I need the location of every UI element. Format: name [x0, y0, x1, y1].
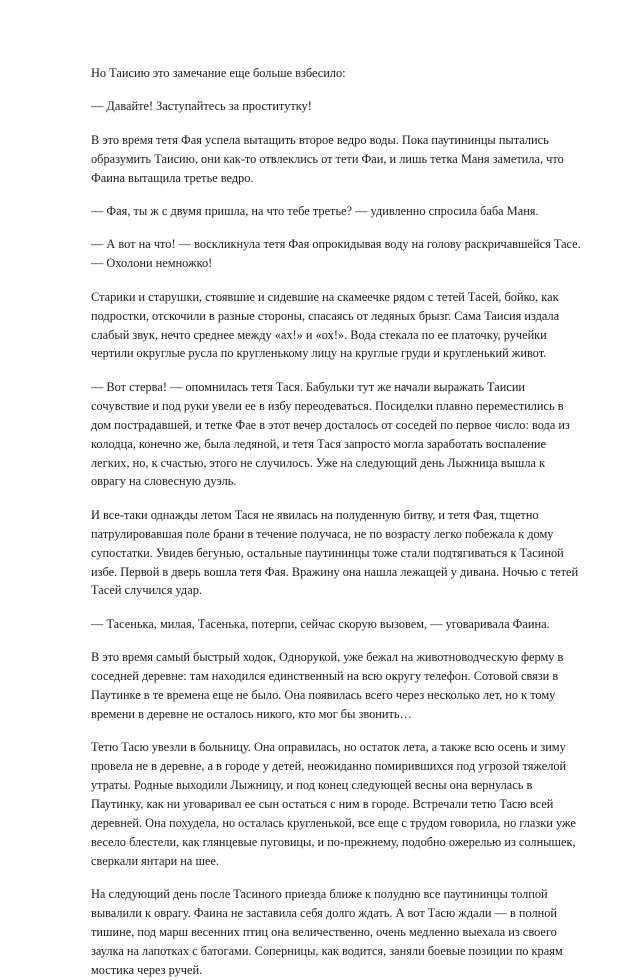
paragraph-12: На следующий день после Тасиного приезда ближе к полудню все паутининцы толпой вывалили к оврагу. Фаина не заставила себя долго ждать. А вот Тасю ждали — в полной тишине, под марш весенних птиц она величественно, очень медленно выехала из своего заулка на лапотках с батогами. Соперницы, как водится, заняли боевые позиции по краям мостика через ручей. [91, 887, 563, 977]
paragraph-6: Старики и старушки, стоявшие и сидевшие на скамеечке рядом с тетей Тасей, бойко, как подростки, отскочили в разные стороны, спасаясь от ледяных брызг. Сама Таисия издала слабый звук, нечто среднее между «ах!» и «ох!». Вода стекала по ее платочку, ручейки чертили округлые русла по кругленькому лицу на круглые груди и кругленький живот. [91, 289, 560, 361]
paragraph-4: — Фая, ты ж с двумя пришла, на что тебе третье? — удивленно спросила баба Маня. [91, 204, 539, 219]
paragraph-8: И все-таки однажды летом Тася не явилась на полуденную битву, и тетя Фая, тщетно патрулировавшая поле брани в течение получаса, не по возрасту легко побежала к дому супостатки. Увидев бегунью, остальные паутининцы тоже стали подтягиваться к Тасиной избе. Первой в дверь вошла тетя Фая. Вражину она нашла лежащей у дивана. Ночью с тетей Тасей случился удар. [91, 507, 579, 598]
paragraph-7: — Вот стерва! — опомнилась тетя Тася. Бабульки тут же начали выражать Таисии сочувствие и под руки увели ее в избу переодеваться. Посиделки плавно переместились в дом пострадавшей, и тетке Фае в этот вечер досталось от соседей по первое число: вода из колодца, конечно же, была ледяной, и тетя Тася запросто могла заработать воспаление легких, но, к счастью, этого не случилось. Уже на следующий день Лыжница вышла к оврагу на словесную дуэль. [91, 379, 570, 489]
paragraph-11: Тетю Тасю увезли в больницу. Она оправилась, но остаток лета, а также всю осень и зиму провела не в деревне, а в городе у детей, неожиданно помирившихся под угрозой тяжелой утраты. Родные выходили Лыжницу, и под конец следующей весны она вернулась в Паутинку, как ни уговаривал ее сын остаться с ним в городе. Встречали тетю Тасю всей деревней. Она похудела, но осталась кругленькой, все еще с трудом говорила, но глазки уже весело блестели, как глянцевые пуговицы, и по-прежнему, подобно ожерелью из солнышек, сверкали янтари на шее. [91, 740, 576, 868]
paragraph-10: В это время самый быстрый ходок, Однорукой, уже бежал на животноводческую ферму в соседней деревне: там находился единственный на всю округу телефон. Сотовой связи в Паутинке в те времена еще не было. Она появилась всего через несколько лет, но к тому времени в деревне не осталось никого, кто мог бы звонить… [91, 650, 564, 721]
paragraph-9: — Тасенька, милая, Тасенька, потерпи, сейчас скорую вызовем, — уговаривала Фаина. [91, 616, 550, 631]
paragraph-5: — А вот на что! — воскликнула тетя Фая опрокидывая воду на голову раскричавшейся Тасе. — Охолони немножко! [91, 237, 581, 271]
paragraph-1: Но Таисию это замечание еще больше взбесило: [91, 66, 346, 80]
paragraph-2: — Давайте! Заступайтесь за проститутку! [91, 99, 312, 114]
paragraph-3: В это время тетя Фая успела вытащить второе ведро воды. Пока паутининцы пытались образумить Таисию, они как-то отвлеклись от тети Фаи, и лишь тетка Маня заметила, что Фаина вытащила третье ведро. [91, 132, 564, 185]
document-body [91, 64, 581, 980]
